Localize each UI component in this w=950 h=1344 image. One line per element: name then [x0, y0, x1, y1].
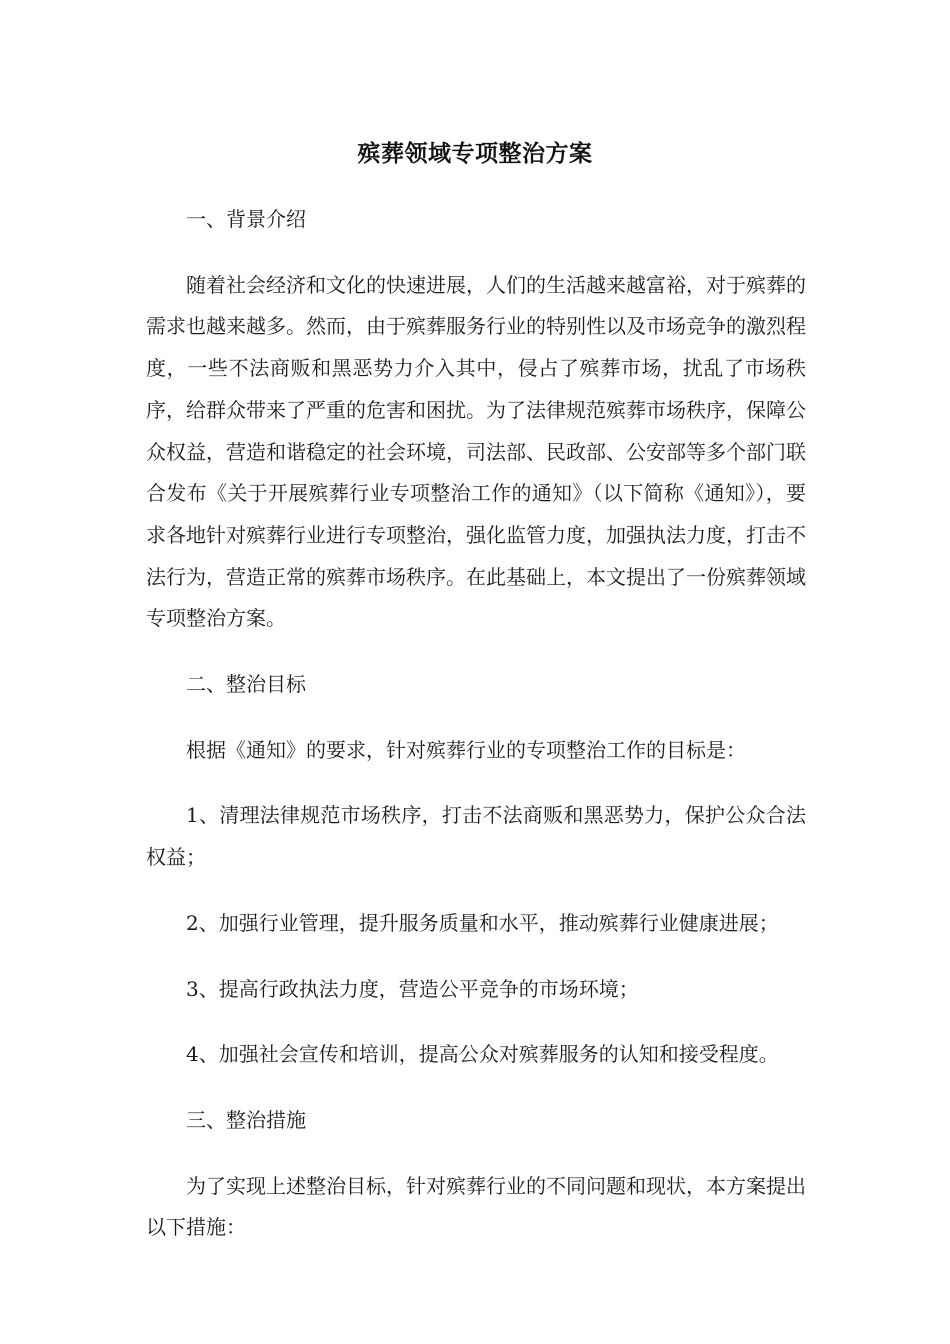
section-heading-measures: 三、整治措施 — [186, 1107, 306, 1132]
goals-intro-paragraph: 根据《通知》的要求，针对殡葬行业的专项整治工作的目标是： — [186, 737, 746, 762]
section-heading-goals: 二、整治目标 — [186, 672, 306, 697]
measures-intro-paragraph: 为了实现上述整治目标，针对殡葬行业的不同问题和现状，本方案提出以下措施： — [146, 1173, 806, 1240]
goal-item-3: 3、提高行政执法力度，营造公平竞争的市场环境； — [186, 976, 639, 1001]
section-heading-background: 一、背景介绍 — [186, 207, 306, 231]
goal-item-4: 4、加强社会宣传和培训，提高公众对殡葬服务的认知和接受程度。 — [186, 1042, 779, 1067]
background-paragraph: 随着社会经济和文化的快速进展，人们的生活越来越富裕，对于殡葬的需求也越来越多。然而，由于殡葬服务行业的特别性以及市场竞争的激烈程度，一些不法商贩和黑恶势力介入其中，侵占了殡葬市场，扰乱了市场秩序，给群众带来了严重的危害和困扰。为了法律规范殡葬市场秩序，保障公众权益，营造和谐稳定的社会环境，司法部、民政部、公安部等多个部门联合发布《关于开展殡葬行业专项整治工作的通知》（以下简称《通知》），要求各地针对殡葬行业进行专项整治，强化监管力度，加强执法力度，打击不法行为，营造正常的殡葬市场秩序。在此基础上，本文提出了一份殡葬领域专项整治方案。 — [146, 272, 806, 631]
goal-item-1: 1、清理法律规范市场秩序，打击不法商贩和黑恶势力，保护公众合法权益； — [146, 803, 806, 870]
document-body — [146, 199, 806, 1273]
goal-item-2: 2、加强行业管理，提升服务质量和水平，推动殡葬行业健康进展； — [186, 910, 779, 935]
document-title: 殡葬领域专项整治方案 — [357, 141, 593, 167]
